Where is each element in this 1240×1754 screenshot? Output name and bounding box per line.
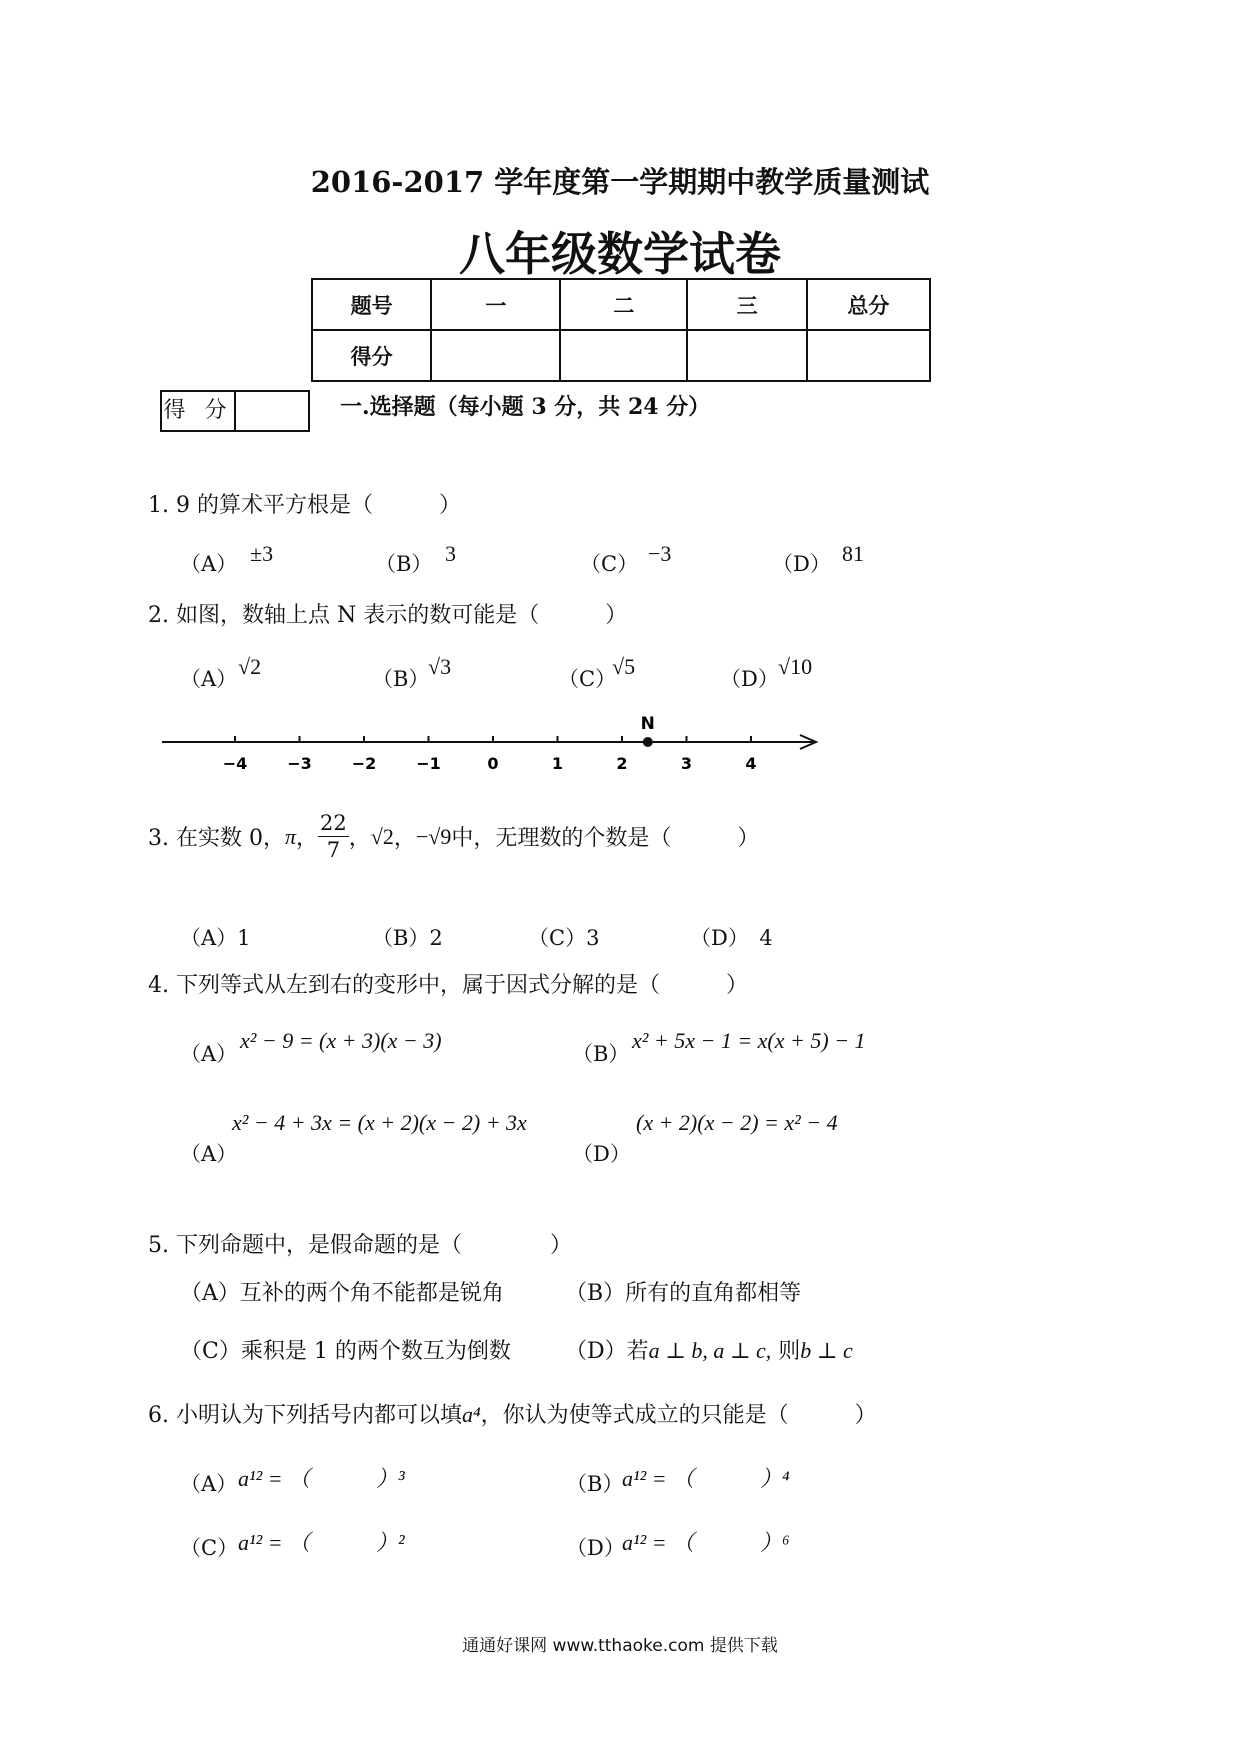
number-line-tick-label: 4 xyxy=(745,754,757,773)
q1-option-b-value: 3 xyxy=(445,541,456,566)
q5-option-c: （C）乘积是 1 的两个数互为倒数 xyxy=(180,1339,511,1364)
q2-option-d-value: √10 xyxy=(778,654,813,679)
q2-option-a-value: √2 xyxy=(238,654,262,679)
q2-option-c-label: （C） xyxy=(558,667,617,691)
score-table xyxy=(311,278,931,382)
score-cell-section3: 三 xyxy=(687,279,806,330)
footer-source: 通通好课网 www.tthaoke.com 提供下载 xyxy=(462,1636,778,1656)
q3-pi: π xyxy=(284,823,297,849)
q5-option-b: （B）所有的直角都相等 xyxy=(565,1281,802,1306)
q3-stem-end: 中，无理数的个数是（ ） xyxy=(451,826,760,851)
q1-option-a-label: （A） xyxy=(180,552,238,576)
q4-option-d-label: （D） xyxy=(572,1142,631,1166)
q6-a4: a⁴ xyxy=(461,1402,481,1427)
q4-option-c-expr: x² − 4 + 3x = (x + 2)(x − 2) + 3x xyxy=(232,1110,527,1135)
number-line-tick-label: −1 xyxy=(416,754,441,773)
q1-option-c-value: −3 xyxy=(648,541,672,566)
q5-option-d xyxy=(565,1334,853,1365)
q3-option-a: （A）1 xyxy=(180,926,251,950)
number-line xyxy=(150,715,830,785)
q6-stem-end: ，你认为使等式成立的只能是（ ） xyxy=(480,1403,877,1428)
score-cell-section1: 一 xyxy=(431,279,560,330)
score-table-header-row xyxy=(312,279,930,330)
q1-option-d-value: 81 xyxy=(842,541,864,566)
point-n xyxy=(643,737,653,747)
q5-option-d-then: 则 xyxy=(771,1339,801,1364)
q5-option-d-label: （D）若 xyxy=(565,1339,649,1364)
q4-option-d-expr: (x + 2)(x − 2) = x² − 4 xyxy=(636,1110,838,1135)
score-cell-section2: 二 xyxy=(560,279,687,330)
score-cell-total: 总分 xyxy=(807,279,930,330)
q6-option-a-expr: a¹² = （ ）³ xyxy=(238,1466,405,1491)
q3-fraction-numerator: 22 xyxy=(320,811,347,835)
question-5-stem: 5. 下列命题中，是假命题的是（ ） xyxy=(148,1233,572,1258)
q3-sep: ， xyxy=(296,826,319,851)
q5-option-d-condition: a ⊥ b, a ⊥ c, xyxy=(648,1338,772,1363)
q3-stem-start: 3. 在实数 0， xyxy=(148,826,285,851)
score-table-score-row xyxy=(312,330,930,381)
question-6-stem xyxy=(148,1398,877,1429)
section-title: 一.选择题（每小题 3 分，共 24 分） xyxy=(340,394,711,420)
q6-option-b-label: （B） xyxy=(566,1472,624,1496)
q3-fraction xyxy=(318,810,349,863)
q3-sep: ， xyxy=(348,826,371,851)
score-cell-empty xyxy=(687,330,806,381)
q4-option-b-label: （B） xyxy=(572,1042,630,1066)
q6-stem-start: 6. 小明认为下列括号内都可以填 xyxy=(148,1403,462,1428)
q6-option-b-expr: a¹² = （ ）⁴ xyxy=(622,1466,790,1491)
exam-header-title: 2016-2017 学年度第一学期期中教学质量测试 xyxy=(310,165,930,199)
q3-option-b: （B）2 xyxy=(372,926,443,950)
question-4-stem: 4. 下列等式从左到右的变形中，属于因式分解的是（ ） xyxy=(148,973,748,998)
q6-option-a-label: （A） xyxy=(180,1472,238,1496)
q6-option-d-label: （D） xyxy=(566,1536,625,1560)
q3-option-d: （D） 4 xyxy=(690,926,773,950)
q1-option-d-label: （D） xyxy=(772,552,831,576)
q1-option-c-label: （C） xyxy=(580,552,639,576)
question-2-stem: 2. 如图，数轴上点 N 表示的数可能是（ ） xyxy=(148,603,628,628)
number-line-tick-label: −3 xyxy=(287,754,312,773)
number-line-tick-label: −4 xyxy=(222,754,248,773)
q4-option-a-label: （A） xyxy=(180,1042,238,1066)
q3-fraction-denominator: 7 xyxy=(326,838,341,862)
score-cell-empty xyxy=(807,330,930,381)
section-score-box xyxy=(160,390,310,432)
score-cell-empty xyxy=(431,330,560,381)
q6-option-c-label: （C） xyxy=(180,1536,239,1560)
score-cell-empty xyxy=(560,330,687,381)
q5-option-d-conclusion: b ⊥ c xyxy=(800,1338,853,1363)
number-line-tick-label: −2 xyxy=(351,754,377,773)
score-cell-label: 题号 xyxy=(312,279,431,330)
q4-option-a-expr: x² − 9 = (x + 3)(x − 3) xyxy=(240,1028,442,1053)
q6-option-c-expr: a¹² = （ ）² xyxy=(238,1530,405,1555)
q3-option-c: （C）3 xyxy=(528,926,600,950)
q2-option-c-value: √5 xyxy=(612,654,636,679)
point-n-label: N xyxy=(640,715,655,734)
q4-option-b-expr: x² + 5x − 1 = x(x + 5) − 1 xyxy=(632,1028,866,1053)
q2-option-d-label: （D） xyxy=(720,667,779,691)
q2-option-b-value: √3 xyxy=(428,654,452,679)
number-line-tick-label: 2 xyxy=(616,754,628,773)
q3-sep: ， xyxy=(393,826,416,851)
q3-sqrt2: √2 xyxy=(370,823,394,849)
q2-option-a-label: （A） xyxy=(180,667,238,691)
q3-neg-sqrt9: −√9 xyxy=(415,823,452,849)
q5-option-a: （A）互补的两个角不能都是锐角 xyxy=(180,1281,504,1306)
q6-option-d-expr: a¹² = （ ）⁶ xyxy=(622,1530,790,1555)
section-score-label: 得 分 xyxy=(162,392,236,430)
q2-option-b-label: （B） xyxy=(372,667,430,691)
exam-subtitle: 八年级数学试卷 xyxy=(459,227,781,281)
q4-option-c-label: （A） xyxy=(180,1142,238,1166)
number-line-tick-label: 1 xyxy=(551,754,564,773)
number-line-tick-label: 3 xyxy=(680,754,693,773)
question-1-stem: 1. 9 的算术平方根是（ ） xyxy=(148,493,461,518)
question-3-stem xyxy=(148,810,759,863)
q1-option-b-label: （B） xyxy=(375,552,433,576)
score-cell-score-label: 得分 xyxy=(312,330,431,381)
q1-option-a-value: ±3 xyxy=(250,541,274,566)
number-line-tick-label: 0 xyxy=(487,754,499,773)
